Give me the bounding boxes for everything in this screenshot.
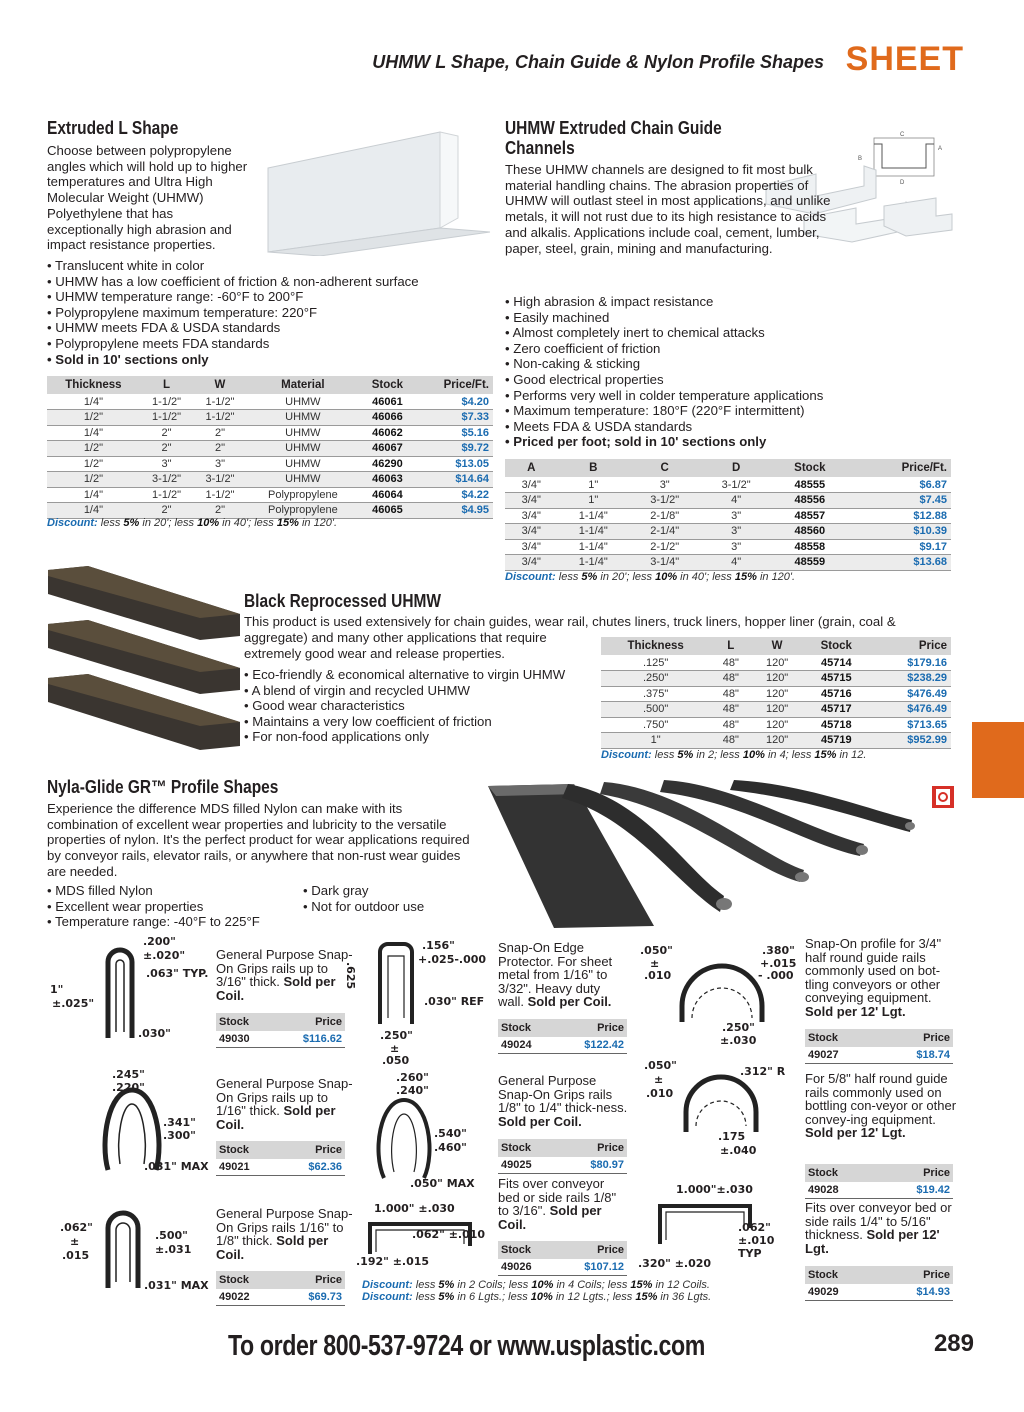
brand-icon — [932, 786, 954, 808]
table-cell: 1-1/2" — [193, 394, 246, 410]
col-header: B — [558, 459, 629, 477]
table-cell: 120" — [751, 655, 802, 671]
table-cell: 3-1/2" — [193, 472, 246, 488]
table-row — [505, 493, 951, 509]
bullet: • Maximum temperature: 180°F (220°F intermittent) — [505, 403, 875, 419]
dimension-label: .010 — [644, 969, 672, 982]
table-cell: 2" — [140, 503, 193, 519]
table-cell: 3/4" — [505, 477, 558, 493]
table-cell: 120" — [751, 671, 802, 687]
table-cell: 46290 — [359, 456, 416, 472]
dimension-label: .200" — [143, 935, 176, 948]
col-header: W — [193, 376, 246, 394]
dimension-label: .175 — [718, 1130, 746, 1143]
bullet: • For non-food applications only — [244, 729, 599, 745]
table-cell: 2" — [193, 503, 246, 519]
table-cell: 1-1/4" — [558, 524, 629, 540]
table-cell: .500" — [601, 702, 710, 718]
table-row — [47, 472, 493, 488]
bullet: • Zero coefficient of friction — [505, 341, 875, 357]
bullet: • Polypropylene meets FDA standards — [47, 336, 487, 352]
table-cell: 3/4" — [505, 493, 558, 509]
bullet: • Sold in 10' sections only — [47, 352, 487, 368]
dimension-label: 1.000"±.030 — [676, 1183, 753, 1196]
profile-49026-table: Stock Price 49026 $107.12 — [498, 1241, 627, 1276]
table-row — [601, 686, 951, 702]
table-row — [601, 717, 951, 733]
bullet: • Good wear characteristics — [244, 698, 599, 714]
dimension-label: .062" — [60, 1221, 93, 1234]
table-row — [47, 487, 493, 503]
dimension-label: ± — [390, 1042, 400, 1055]
table-cell: 48555 — [772, 477, 848, 493]
col-header: L — [710, 637, 751, 655]
profile-49021-table: Stock Price 49021 $62.36 — [216, 1141, 345, 1176]
bullet: • Performs very well in colder temperature applications — [505, 388, 875, 404]
nylon-profiles-image — [484, 778, 916, 930]
table-row — [505, 508, 951, 524]
table-cell: 2-1/4" — [629, 524, 700, 540]
table-cell: $476.49 — [870, 686, 951, 702]
bullet: • Meets FDA & USDA standards — [505, 419, 875, 435]
table-row — [601, 702, 951, 718]
table-cell: $713.65 — [870, 717, 951, 733]
table-row — [505, 555, 951, 571]
dimension-label: +.025-.000 — [418, 953, 487, 966]
table-cell: 3" — [700, 539, 771, 555]
table-cell: 1-1/4" — [558, 555, 629, 571]
chain-title-line2: Channels — [505, 138, 575, 158]
table-cell: 3" — [140, 456, 193, 472]
chain-discount: Discount: less 5% in 20'; less 10% in 40'; less 15% in 120'. — [505, 571, 796, 583]
table-row — [47, 441, 493, 457]
black-uhmw-image — [44, 562, 244, 762]
profile-49022-desc: General Purpose Snap-On Grips rails 1/16" to 1/8" thick. Sold per Coil. — [216, 1206, 353, 1262]
dimension-label: .050" — [640, 944, 673, 957]
bullet: • Not for outdoor use — [303, 899, 503, 915]
table-cell: .375" — [601, 686, 710, 702]
table-cell: 2" — [140, 425, 193, 441]
dimension-label: .030" — [138, 1027, 171, 1040]
section-tab — [972, 722, 1024, 798]
table-row — [601, 733, 951, 749]
col-header: Price/Ft. — [848, 459, 951, 477]
table-cell: 45715 — [803, 671, 870, 687]
profile-49027-table: Stock Price 49027 $18.74 — [805, 1029, 953, 1064]
profile-49030-table: Stock Price 49030 $116.62 — [216, 1013, 345, 1048]
table-cell: 1" — [558, 493, 629, 509]
table-cell: 3" — [700, 508, 771, 524]
col-header: Stock — [772, 459, 848, 477]
page-header-title: UHMW L Shape, Chain Guide & Nylon Profile Shapes — [372, 52, 824, 72]
table-cell: 48" — [710, 686, 751, 702]
table-cell: $9.17 — [848, 539, 951, 555]
table-cell: 1" — [558, 477, 629, 493]
profile-49024-drawing — [372, 938, 422, 1028]
table-cell: 48" — [710, 655, 751, 671]
table-cell: 1/2" — [47, 410, 140, 426]
dimension-label: .341" — [163, 1116, 196, 1129]
table-cell: 3" — [193, 456, 246, 472]
table-cell: 48" — [710, 733, 751, 749]
table-cell: 3-1/4" — [629, 555, 700, 571]
table-cell: 1/4" — [47, 503, 140, 519]
table-row — [505, 539, 951, 555]
table-cell: 48" — [710, 717, 751, 733]
bullet: • A blend of virgin and recycled UHMW — [244, 683, 599, 699]
table-cell: 1" — [601, 733, 710, 749]
profile-49026-desc: Fits over conveyor bed or side rails 1/8" to 3/16". Sold per Coil. — [498, 1176, 617, 1232]
table-cell: UHMW — [247, 394, 359, 410]
profile-49029-desc: Fits over conveyor bed or side rails 1/4" to 5/16" thickness. Sold per 12' Lgt. — [805, 1200, 952, 1256]
table-cell: 46065 — [359, 503, 416, 519]
bullet: • Excellent wear properties — [47, 899, 297, 915]
dimension-label: .380" — [762, 944, 795, 957]
dimension-label: .540" — [434, 1127, 467, 1140]
col-header: L — [140, 376, 193, 394]
table-cell: 120" — [751, 686, 802, 702]
dimension-label: .625 — [344, 962, 357, 990]
dimension-label: .245" — [112, 1068, 145, 1081]
bullet: • Eco-friendly & economical alternative to virgin UHMW — [244, 667, 599, 683]
profile-49027-desc: Snap-On profile for 3/4" half round guide rails commonly used on bot-tling conveyors or other conveying equipment. Sold per 12' Lgt. — [805, 936, 942, 1019]
profile-49027-drawing — [670, 952, 774, 1028]
col-header: Thickness — [601, 637, 710, 655]
table-cell: $238.29 — [870, 671, 951, 687]
dimension-label: ±.020" — [143, 949, 186, 962]
table-cell: 48560 — [772, 524, 848, 540]
table-cell: 120" — [751, 702, 802, 718]
profile-49025-drawing — [370, 1092, 440, 1182]
nyla-intro: Experience the difference MDS filled Nylon can make with its combination of excellent wear properties and lubricity to the versatile properties of nylon. It's the perfect product for wear applications required by conveyor rails, elevator rails, or anywhere that non-rust wear guides are needed. — [47, 801, 470, 879]
page-number: 289 — [933, 1330, 974, 1357]
table-cell: .125" — [601, 655, 710, 671]
dimension-label: .250" — [380, 1029, 413, 1042]
table-cell: $7.33 — [416, 410, 493, 426]
table-cell: 45717 — [803, 702, 870, 718]
table-cell: $9.72 — [416, 441, 493, 457]
table-cell: 48558 — [772, 539, 848, 555]
dimension-label: .031" MAX — [144, 1160, 209, 1173]
nyla-bullets-col2 — [303, 883, 503, 914]
profile-49025-desc: General Purpose Snap-On Grips rails 1/8" to 1/4" thick-ness. Sold per Coil. — [498, 1073, 628, 1129]
chain-title: UHMW Extruded Chain Guide — [505, 118, 722, 138]
profile-49022-drawing — [98, 1206, 148, 1292]
dimension-label: +.015 — [760, 957, 797, 970]
dimension-label: ±.025" — [52, 997, 95, 1010]
dimension-label: ± — [70, 1235, 80, 1248]
table-cell: 3" — [700, 524, 771, 540]
dimension-label: .063" TYP. — [146, 967, 209, 980]
bullet: • Polypropylene maximum temperature: 220°F — [47, 305, 487, 321]
table-cell: $4.95 — [416, 503, 493, 519]
table-cell: 48" — [710, 702, 751, 718]
table-cell: 3-1/2" — [629, 493, 700, 509]
table-cell: 46063 — [359, 472, 416, 488]
dimension-label: .050" MAX — [410, 1177, 475, 1190]
dimension-label: .500" — [155, 1229, 188, 1242]
table-row — [47, 394, 493, 410]
table-row — [47, 410, 493, 426]
profiles-discount-coils: Discount: less 5% in 2 Coils; less 10% in 4 Coils; less 15% in 12 Coils. — [362, 1279, 710, 1291]
table-cell: 3-1/2" — [700, 477, 771, 493]
table-cell: $14.64 — [416, 472, 493, 488]
table-cell: 46064 — [359, 487, 416, 503]
profile-49025-table: Stock Price 49025 $80.97 — [498, 1139, 627, 1174]
dimension-label: .312" R — [740, 1065, 786, 1078]
table-row — [47, 503, 493, 519]
table-cell: 46066 — [359, 410, 416, 426]
dimension-label: - .000 — [758, 969, 794, 982]
chain-intro: These UHMW channels are designed to fit most bulk material handling chains. The abrasion properties of UHMW will outlast steel in most applications, and unlike metals, it will not rust due to its high resistance to acids and alkalis. Applications include coal, cement, lumber, paper, steel, grain, mining and manufacturing. — [505, 162, 831, 256]
table-cell: 4" — [700, 555, 771, 571]
table-cell: $6.87 — [848, 477, 951, 493]
table-cell: Polypropylene — [247, 487, 359, 503]
chain-bullets — [505, 294, 875, 450]
table-cell: $4.20 — [416, 394, 493, 410]
dimension-label: ±.040 — [720, 1144, 757, 1157]
profile-49022-table: Stock Price 49022 $69.73 — [216, 1271, 345, 1306]
bullet: • UHMW temperature range: -60°F to 200°F — [47, 289, 487, 305]
black-uhmw-bullets — [244, 667, 599, 745]
table-cell: UHMW — [247, 456, 359, 472]
table-cell: UHMW — [247, 472, 359, 488]
bullet: • Maintains a very low coefficient of friction — [244, 714, 599, 730]
dimension-label: .062" ±.010 — [412, 1228, 486, 1241]
table-cell: 1/2" — [47, 456, 140, 472]
l-shape-image — [250, 128, 495, 256]
table-row — [47, 425, 493, 441]
profile-49030-drawing — [100, 942, 140, 1042]
bullet: • Temperature range: -40°F to 225°F — [47, 914, 297, 930]
bullet: • MDS filled Nylon — [47, 883, 297, 899]
dimension-label: .062" — [738, 1221, 771, 1234]
table-cell: $179.16 — [870, 655, 951, 671]
dimension-label: 1.000" ±.030 — [374, 1202, 455, 1215]
dimension-label: .300" — [163, 1129, 196, 1142]
profile-49021-desc: General Purpose Snap-On Grips rails up to 1/16" thick. Sold per Coil. — [216, 1076, 353, 1132]
col-header: A — [505, 459, 558, 477]
col-header: Stock — [359, 376, 416, 394]
col-header: Thickness — [47, 376, 140, 394]
col-header: D — [700, 459, 771, 477]
chain-table — [505, 459, 951, 571]
black-uhmw-intro: This product is used extensively for chain guides, wear rail, chutes liners, truck liners, hopper liner (grain, coal & — [244, 614, 896, 629]
table-cell: 3/4" — [505, 508, 558, 524]
col-header: Price/Ft. — [416, 376, 493, 394]
table-cell: 1-1/2" — [140, 410, 193, 426]
table-row — [505, 477, 951, 493]
table-cell: $13.05 — [416, 456, 493, 472]
table-cell: 46067 — [359, 441, 416, 457]
table-cell: 1-1/2" — [193, 410, 246, 426]
dimension-label: .260" — [396, 1071, 429, 1084]
dimension-label: .031" MAX — [144, 1279, 209, 1292]
dimension-label: ±.010 — [738, 1234, 775, 1247]
dimension-label: .192" ±.015 — [356, 1255, 430, 1268]
col-header: Stock — [803, 637, 870, 655]
profile-49028-desc: For 5/8" half round guide rails commonly used on bottling con-veyor or other convey-ing equipment. Sold per 12' Lgt. — [805, 1071, 957, 1141]
dimension-label: TYP — [738, 1247, 762, 1260]
profile-49024-table: Stock Price 49024 $122.42 — [498, 1019, 627, 1054]
table-cell: .250" — [601, 671, 710, 687]
profile-49030-desc: General Purpose Snap-On Grips rails up to 3/16" thick. Sold per Coil. — [216, 947, 353, 1003]
profile-49024-desc: Snap-On Edge Protector. For sheet metal from 1/16" to 3/32". Heavy duty wall. Sold per Coil. — [498, 940, 613, 1010]
table-cell: 1-1/4" — [558, 508, 629, 524]
profile-49029-table: Stock Price 49029 $14.93 — [805, 1266, 953, 1301]
table-cell: $5.16 — [416, 425, 493, 441]
dimension-label: 1" — [50, 983, 64, 996]
diagram-label: D — [900, 180, 905, 186]
table-cell: 2" — [193, 425, 246, 441]
black-uhmw-title: Black Reprocessed UHMW — [244, 591, 442, 611]
bullet: • Good electrical properties — [505, 372, 875, 388]
table-cell: UHMW — [247, 410, 359, 426]
table-cell: 48556 — [772, 493, 848, 509]
dimension-label: ± — [654, 1073, 664, 1086]
table-cell: 45718 — [803, 717, 870, 733]
black-uhmw-discount: Discount: less 5% in 2; less 10% in 4; less 15% in 12. — [601, 749, 867, 761]
table-cell: 120" — [751, 717, 802, 733]
dimension-label: .050 — [382, 1054, 410, 1067]
table-cell: 120" — [751, 733, 802, 749]
dimension-label: .460" — [434, 1141, 467, 1154]
table-row — [505, 524, 951, 540]
profile-49028-table: Stock Price 49028 $19.42 — [805, 1164, 953, 1199]
nyla-title: Nyla-Glide GR™ Profile Shapes — [47, 777, 279, 797]
table-cell: $4.22 — [416, 487, 493, 503]
col-header: Material — [247, 376, 359, 394]
bullet: • Almost completely inert to chemical attacks — [505, 325, 875, 341]
table-cell: 1-1/2" — [193, 487, 246, 503]
black-uhmw-table — [601, 637, 951, 749]
table-cell: 1/4" — [47, 487, 140, 503]
table-cell: 48559 — [772, 555, 848, 571]
dimension-label: .320" ±.020 — [638, 1257, 712, 1270]
bullet: • High abrasion & impact resistance — [505, 294, 875, 310]
table-cell: UHMW — [247, 441, 359, 457]
col-header: W — [751, 637, 802, 655]
table-cell: Polypropylene — [247, 503, 359, 519]
table-cell: .750" — [601, 717, 710, 733]
dimension-label: .240" — [396, 1084, 429, 1097]
section-label: SHEET — [845, 40, 964, 78]
table-cell: 1/4" — [47, 425, 140, 441]
l-shape-title: Extruded L Shape — [47, 118, 179, 138]
diagram-label: A — [938, 146, 943, 152]
table-cell: 46061 — [359, 394, 416, 410]
diagram-label: B — [858, 156, 863, 162]
table-cell: $7.45 — [848, 493, 951, 509]
bullet: • Non-caking & sticking — [505, 356, 875, 372]
black-uhmw-intro-2: aggregate) and many other applications that require extremely good wear and release properties. — [244, 630, 547, 661]
dimension-label: .010 — [646, 1087, 674, 1100]
bullet: • UHMW has a low coefficient of friction & non-adherent surface — [47, 274, 487, 290]
table-cell: 46062 — [359, 425, 416, 441]
table-cell: 2" — [140, 441, 193, 457]
table-cell: 2-1/8" — [629, 508, 700, 524]
table-cell: UHMW — [247, 425, 359, 441]
table-cell: $476.49 — [870, 702, 951, 718]
l-shape-intro: Choose between polypropylene angles which will hold up to higher temperatures and Ultra High Molecular Weight (UHMW) Polyethylene that has exceptionally high abrasion and impact resistance properties. — [47, 143, 248, 253]
table-cell: 1-1/2" — [140, 487, 193, 503]
diagram-label: C — [900, 132, 905, 138]
table-row — [47, 456, 493, 472]
table-cell: 3-1/2" — [140, 472, 193, 488]
table-cell: 2-1/2" — [629, 539, 700, 555]
table-cell: 1/4" — [47, 394, 140, 410]
dimension-label: .015 — [62, 1249, 90, 1262]
table-cell: 3/4" — [505, 524, 558, 540]
dimension-label: ±.031 — [155, 1243, 192, 1256]
table-cell: 3/4" — [505, 555, 558, 571]
dimension-label: .220" — [112, 1081, 145, 1094]
table-cell: 1-1/4" — [558, 539, 629, 555]
table-cell: $10.39 — [848, 524, 951, 540]
table-cell: 1/2" — [47, 472, 140, 488]
bullet: • UHMW meets FDA & USDA standards — [47, 320, 487, 336]
l-shape-table — [47, 376, 493, 519]
profiles-discount-lengths: Discount: less 5% in 6 Lgts.; less 10% in 12 Lgts.; less 15% in 36 Lgts. — [362, 1291, 712, 1303]
l-shape-bullets — [47, 258, 487, 367]
table-cell: 2" — [193, 441, 246, 457]
bullet: • Easily machined — [505, 310, 875, 326]
table-cell: 1-1/2" — [140, 394, 193, 410]
dimension-label: ± — [650, 957, 660, 970]
table-cell: 3/4" — [505, 539, 558, 555]
dimension-label: ±.030 — [720, 1034, 757, 1047]
col-header: Price — [870, 637, 951, 655]
table-cell: 48" — [710, 671, 751, 687]
nyla-bullets-col1 — [47, 883, 297, 930]
table-cell: 45719 — [803, 733, 870, 749]
col-header: C — [629, 459, 700, 477]
table-cell: 45716 — [803, 686, 870, 702]
table-cell: 4" — [700, 493, 771, 509]
table-cell: $13.68 — [848, 555, 951, 571]
l-shape-discount: Discount: less 5% in 20'; less 10% in 40'; less 15% in 120'. — [47, 517, 338, 529]
dimension-label: .250" — [722, 1021, 755, 1034]
bullet: • Dark gray — [303, 883, 503, 899]
table-row — [601, 671, 951, 687]
bullet: • Translucent white in color — [47, 258, 487, 274]
order-footer: To order 800-537-9724 or www.usplastic.com — [228, 1330, 706, 1362]
table-cell: 3" — [629, 477, 700, 493]
table-row — [601, 655, 951, 671]
dimension-label: .030" REF — [424, 995, 485, 1008]
table-cell: 48557 — [772, 508, 848, 524]
table-cell: $952.99 — [870, 733, 951, 749]
dimension-label: .156" — [422, 939, 455, 952]
table-cell: 45714 — [803, 655, 870, 671]
table-cell: $12.88 — [848, 508, 951, 524]
dimension-label: .050" — [644, 1059, 677, 1072]
table-cell: 1/2" — [47, 441, 140, 457]
bullet: • Priced per foot; sold in 10' sections only — [505, 434, 875, 450]
